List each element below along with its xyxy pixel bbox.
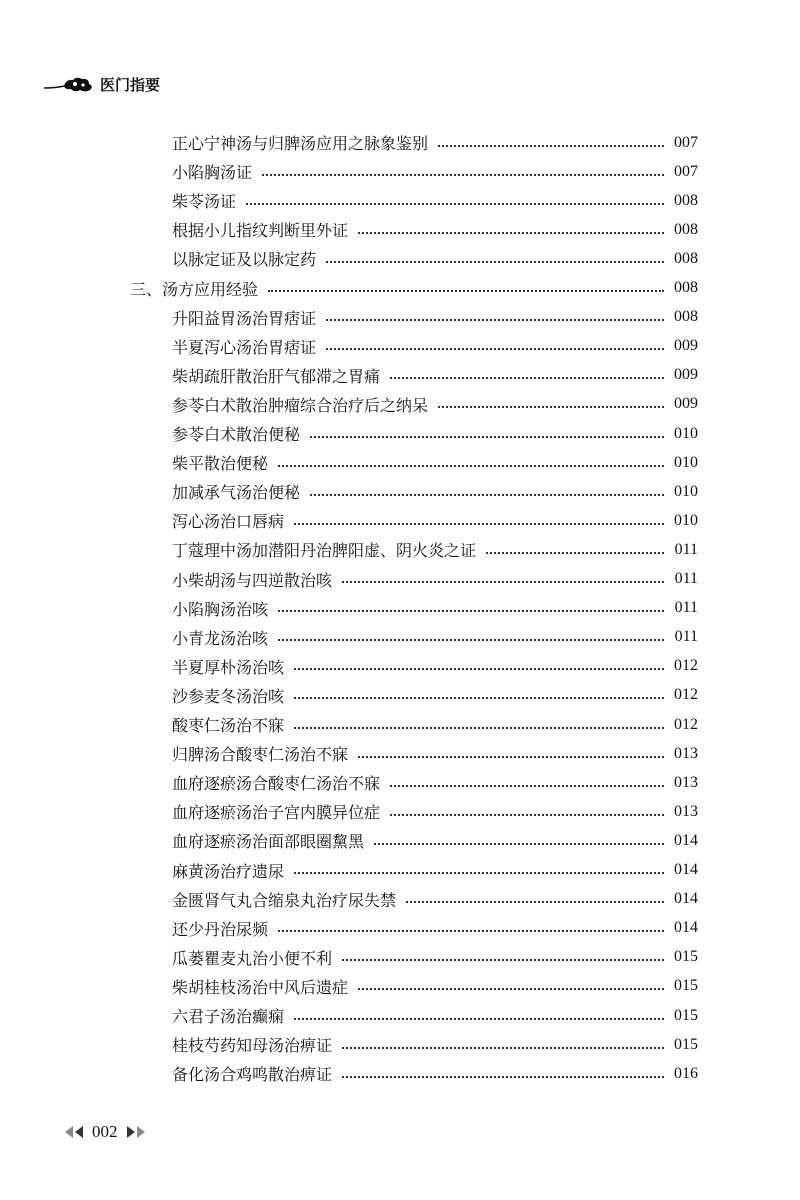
toc-entry-page: 009: [674, 395, 698, 413]
toc-entry: [172, 652, 698, 681]
dot-leader: [262, 174, 664, 176]
toc-entry: [172, 215, 698, 244]
dot-leader: [294, 727, 664, 729]
toc-entry-title: 六君子汤治癫痫: [172, 1007, 285, 1026]
toc-entry: [172, 419, 698, 448]
dot-leader: [326, 348, 664, 350]
toc-entry: [172, 885, 698, 914]
toc-entry-page: 014: [674, 919, 698, 937]
toc-entry-title: 血府逐瘀汤治子宫内膜异位症: [172, 803, 381, 823]
page-footer: [62, 1122, 148, 1142]
toc-entry-title: 瓜蒌瞿麦丸治小便不利: [172, 948, 333, 968]
toc-entry-page: 011: [674, 540, 698, 558]
toc-entry-page: 007: [674, 133, 698, 151]
toc-entry-title: 柴胡桂枝汤治中风后遗症: [172, 977, 349, 997]
dot-leader: [294, 697, 664, 699]
toc-entry-title: 归脾汤合酸枣仁汤治不寐: [172, 745, 349, 765]
toc-entry-page: 011: [674, 570, 698, 587]
toc-entry: [172, 506, 698, 535]
toc-entry-title: 泻心汤治口唇病: [172, 512, 285, 532]
dot-leader: [438, 145, 664, 147]
toc-entry-title: 半夏泻心汤治胃痞证: [172, 337, 317, 357]
toc-entry-page: 011: [674, 628, 698, 646]
toc-entry-page: 010: [674, 453, 698, 471]
dot-leader: [358, 756, 664, 758]
toc-entry-page: 008: [674, 191, 698, 209]
toc-entry-title: 血府逐瘀汤合酸枣仁汤治不寐: [172, 774, 381, 794]
toc-entry-page: 008: [674, 220, 698, 238]
toc-entry-title: 小陷胸汤证: [172, 163, 253, 183]
double-right-chevron-icon: [124, 1125, 148, 1139]
dot-leader: [390, 785, 664, 787]
toc-section-entry: [130, 274, 698, 303]
toc-entry: [172, 797, 698, 826]
toc-entry-page: 012: [674, 686, 698, 704]
toc-entry-title: 参苓白术散治便秘: [172, 425, 301, 444]
dot-leader: [342, 581, 664, 583]
toc-entry-title: 根据小儿指纹判断里外证: [172, 221, 349, 241]
cloud-ornament-icon: [42, 75, 94, 95]
toc-entry-page: 015: [674, 1006, 698, 1024]
toc-entry-page: 008: [674, 279, 698, 296]
toc-entry: [172, 332, 698, 361]
toc-entry-page: 013: [674, 744, 698, 762]
dot-leader: [294, 872, 664, 874]
toc-entry-page: 009: [674, 366, 698, 384]
toc-entry-page: 007: [674, 162, 698, 180]
toc-entry-page: 014: [674, 861, 698, 878]
dot-leader: [374, 843, 664, 845]
toc-entry: [172, 623, 698, 652]
toc-entry-page: 015: [674, 1035, 698, 1053]
toc-entry-page: 010: [674, 511, 698, 529]
toc-entry-page: 014: [674, 890, 698, 908]
toc-entry-title: 三、汤方应用经验: [130, 279, 259, 299]
toc-entry-title: 备化汤合鸡鸣散治痹证: [172, 1065, 333, 1085]
toc-entry-title: 参苓白术散治肿瘤综合治疗后之纳呆: [172, 395, 429, 415]
toc-entry-title: 血府逐瘀汤治面部眼圈黧黑: [172, 832, 365, 852]
toc-entry: [172, 390, 698, 419]
dot-leader: [326, 261, 664, 263]
toc-entry-title: 麻黄汤治疗遗尿: [172, 861, 285, 881]
toc-entry-page: 008: [674, 308, 698, 326]
toc-entry-page: 013: [674, 802, 698, 820]
toc-entry: [172, 565, 698, 594]
toc-entry-title: 柴苓汤证: [172, 192, 237, 212]
toc-entry: [172, 361, 698, 390]
dot-leader: [310, 494, 664, 496]
dot-leader: [294, 523, 664, 525]
dot-leader: [390, 377, 664, 379]
toc-entry-page: 015: [674, 948, 698, 966]
book-title: 医门指要: [100, 76, 161, 94]
toc-entry-page: 012: [674, 715, 698, 733]
toc-entry-title: 小柴胡汤与四逆散治咳: [172, 570, 333, 590]
dot-leader: [342, 1076, 664, 1078]
toc-entry-title: 桂枝芍药知母汤治痹证: [172, 1036, 333, 1056]
dot-leader: [342, 959, 664, 961]
toc-entry: [172, 1059, 698, 1088]
toc-entry: [172, 739, 698, 768]
toc-entry: [172, 186, 698, 215]
toc-entry-title: 沙参麦冬汤治咳: [172, 686, 285, 706]
toc-entry-title: 柴胡疏肝散治肝气郁滞之胃痛: [172, 366, 381, 386]
dot-leader: [278, 639, 664, 641]
dot-leader: [326, 319, 664, 321]
dot-leader: [390, 814, 664, 816]
toc-entry-title: 酸枣仁汤治不寐: [172, 716, 285, 735]
toc-entry-page: 010: [674, 482, 698, 500]
page-number: 002: [92, 1122, 118, 1141]
toc-entry-title: 丁蔻理中汤加潜阳丹治脾阳虚、阴火炎之证: [172, 541, 477, 561]
toc-entry: [172, 681, 698, 710]
toc-entry-title: 升阳益胃汤治胃痞证: [172, 308, 317, 328]
dot-leader: [310, 436, 664, 438]
dot-leader: [358, 988, 664, 990]
toc-entry-title: 还少丹治尿频: [172, 919, 269, 939]
double-left-chevron-icon: [62, 1125, 86, 1139]
toc-entry: [172, 768, 698, 797]
toc-entry-page: 016: [674, 1064, 698, 1082]
toc-entry-title: 金匮肾气丸合缩泉丸治疗尿失禁: [172, 890, 397, 910]
toc-entry: [172, 826, 698, 855]
toc-entry: [172, 535, 698, 564]
dot-leader: [278, 930, 664, 932]
toc-entry-page: 013: [674, 773, 698, 791]
dot-leader: [294, 1018, 664, 1020]
dot-leader: [246, 203, 664, 205]
toc-entry-title: 小青龙汤治咳: [172, 628, 269, 648]
toc-entry: [172, 303, 698, 332]
toc-entry-page: 011: [674, 599, 698, 617]
toc-entry-page: 010: [674, 424, 698, 442]
running-header: [42, 74, 160, 95]
toc-entry-page: 008: [674, 249, 698, 267]
dot-leader: [278, 610, 664, 612]
toc-entry: [172, 943, 698, 972]
toc-entry-title: 半夏厚朴汤治咳: [172, 657, 285, 677]
toc-entry-title: 小陷胸汤治咳: [172, 599, 269, 619]
toc-entry: [172, 972, 698, 1001]
toc-entry: [172, 157, 698, 186]
toc-entry-title: 以脉定证及以脉定药: [172, 250, 317, 270]
toc-entry: [172, 128, 698, 157]
dot-leader: [438, 406, 664, 408]
toc-entry-page: 015: [674, 977, 698, 995]
toc-entry: [172, 477, 698, 506]
dot-leader: [342, 1047, 664, 1049]
dot-leader: [268, 290, 664, 292]
toc-entry-title: 正心宁神汤与归脾汤应用之脉象鉴别: [172, 134, 429, 153]
toc-entry-page: 014: [674, 831, 698, 849]
toc-entry: [172, 1001, 698, 1030]
toc-entry: [172, 856, 698, 885]
toc-entry-page: 009: [674, 337, 698, 355]
toc-entry-title: 加减承气汤治便秘: [172, 483, 301, 503]
toc-entry-title: 柴平散治便秘: [172, 454, 269, 474]
toc-entry-page: 012: [674, 657, 698, 675]
dot-leader: [294, 668, 664, 670]
toc-entry: [172, 448, 698, 477]
dot-leader: [358, 232, 664, 234]
toc-entry: [172, 1030, 698, 1059]
dot-leader: [406, 901, 664, 903]
dot-leader: [486, 552, 664, 554]
toc-entry: [172, 710, 698, 739]
toc-entry: [172, 244, 698, 273]
dot-leader: [278, 465, 664, 467]
toc-entry: [172, 914, 698, 943]
toc-entry: [172, 594, 698, 623]
